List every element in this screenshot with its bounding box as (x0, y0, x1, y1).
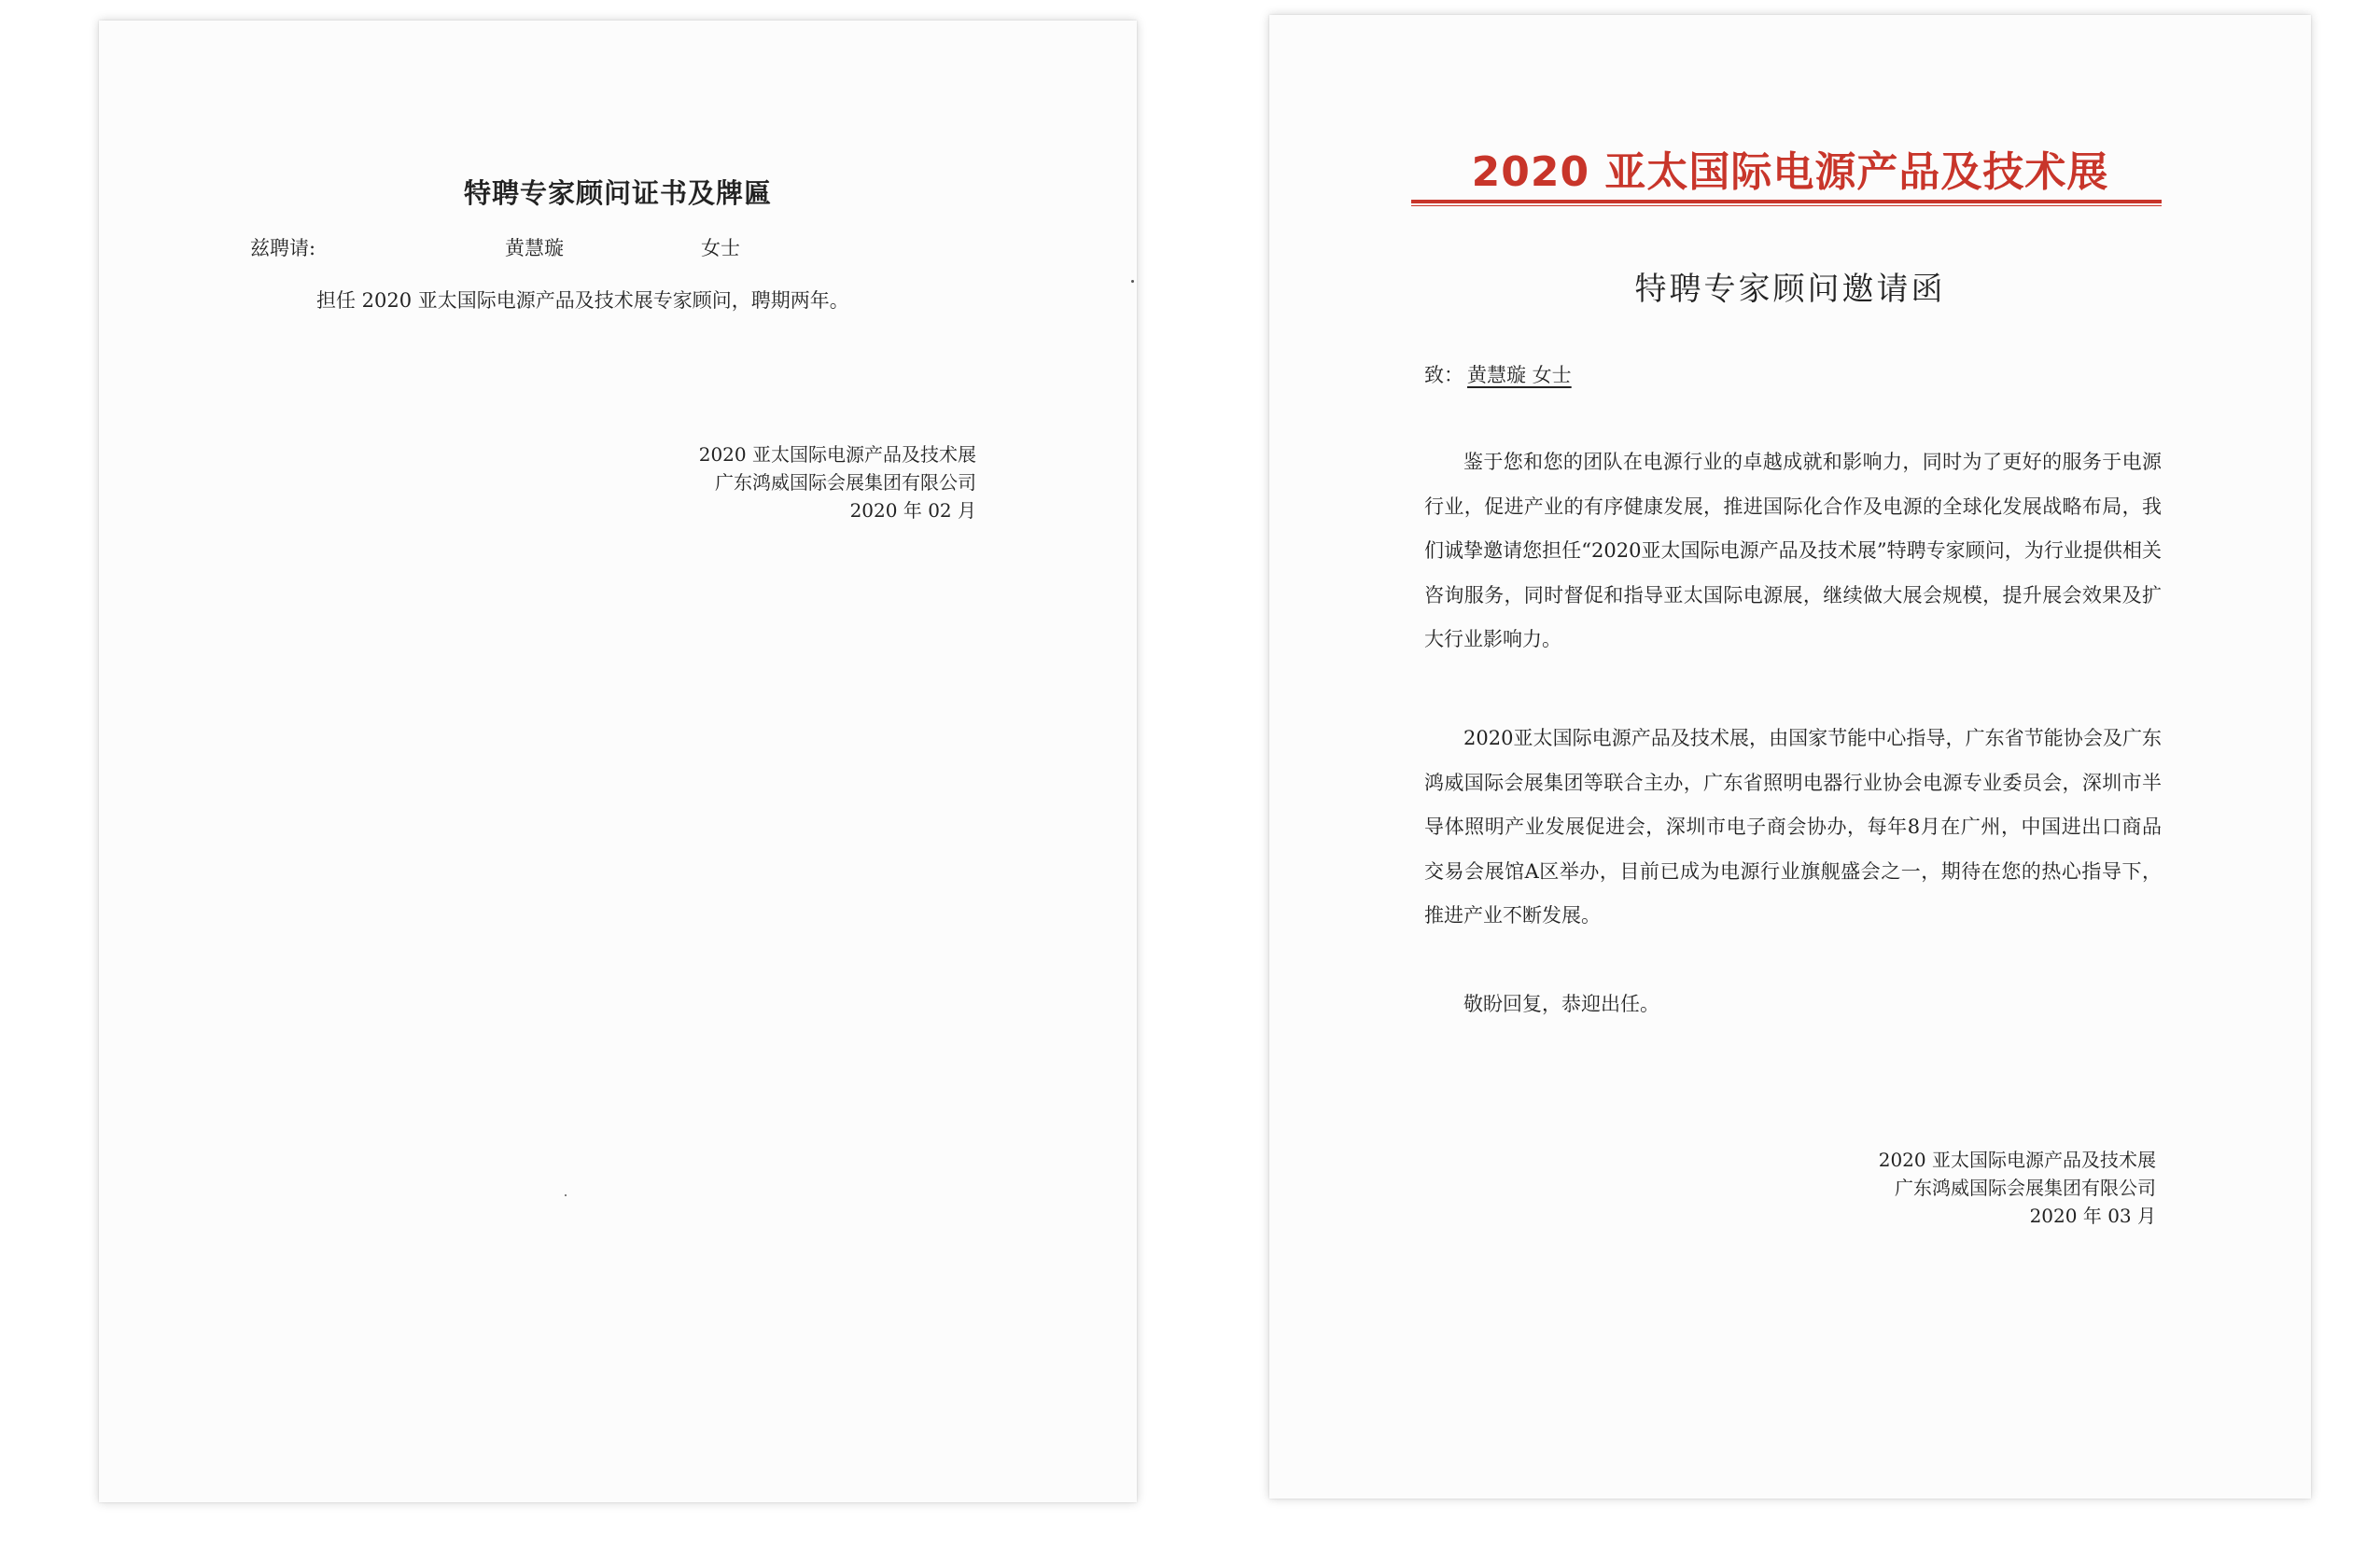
invitation-page (1269, 15, 2311, 1499)
appointee-title: 女士 (701, 237, 740, 259)
certificate-title: 特聘专家顾问证书及牌匾 (463, 177, 772, 209)
salutation-label: 致： (1424, 364, 1463, 386)
signature-org-2: 广东鸿威国际会展集团有限公司 (715, 471, 976, 494)
signature-org-1: 2020 亚太国际电源产品及技术展 (698, 443, 976, 466)
certificate-body: 担任 2020 亚太国际电源产品及技术展专家顾问，聘期两年。 (316, 289, 849, 312)
appointment-line (250, 233, 740, 261)
letter-paragraph: 2020亚太国际电源产品及技术展，由国家节能中心指导，广东省节能协会及广东鸿威国际会展集团等联合主办，广东省照明电器行业协会电源专业委员会，深圳市半导体照明产业发展促进会，深圳市电子商会协办，每年8月在广州，中国进出口商品交易会展馆A区举办，目前已成为电源行业旗舰盛会之一，期待在您的热心指导下，推进产业不断发展。 (1424, 727, 2162, 927)
letterhead-rule (1411, 200, 2162, 206)
appointee-name: 黄慧璇 (505, 237, 564, 259)
certificate-page (99, 21, 1137, 1502)
invitation-signature (1879, 1146, 2156, 1230)
letter-paragraph: 鉴于您和您的团队在电源行业的卓越成就和影响力，同时为了更好的服务于电源行业，促进产业的有序健康发展，推进国际化合作及电源的全球化发展战略布局，我们诚挚邀请您担任“2020亚太国际电源产品及技术展”特聘专家顾问，为行业提供相关咨询服务，同时督促和指导亚太国际电源展，继续做大展会规模，提升展会效果及扩大行业影响力。 (1424, 451, 2162, 650)
invitation-title: 特聘专家顾问邀请函 (1634, 271, 1946, 308)
salutation (1424, 360, 1575, 388)
scan-speck (565, 1194, 567, 1196)
signature-org-1: 2020 亚太国际电源产品及技术展 (1878, 1149, 2156, 1171)
signature-date: 2020 年 03 月 (2029, 1205, 2156, 1227)
certificate-signature (699, 440, 976, 524)
letter-closing: 敬盼回复，恭迎出任。 (1463, 993, 1659, 1015)
scan-speck (1131, 280, 1134, 283)
recipient-name: 黄慧璇 女士 (1467, 364, 1572, 386)
signature-date: 2020 年 02 月 (849, 499, 976, 522)
letterhead-title: 2020 亚太国际电源产品及技术展 (1471, 148, 2109, 196)
signature-org-2: 广东鸿威国际会展集团有限公司 (1895, 1177, 2156, 1199)
appoint-label: 兹聘请: (250, 237, 316, 259)
